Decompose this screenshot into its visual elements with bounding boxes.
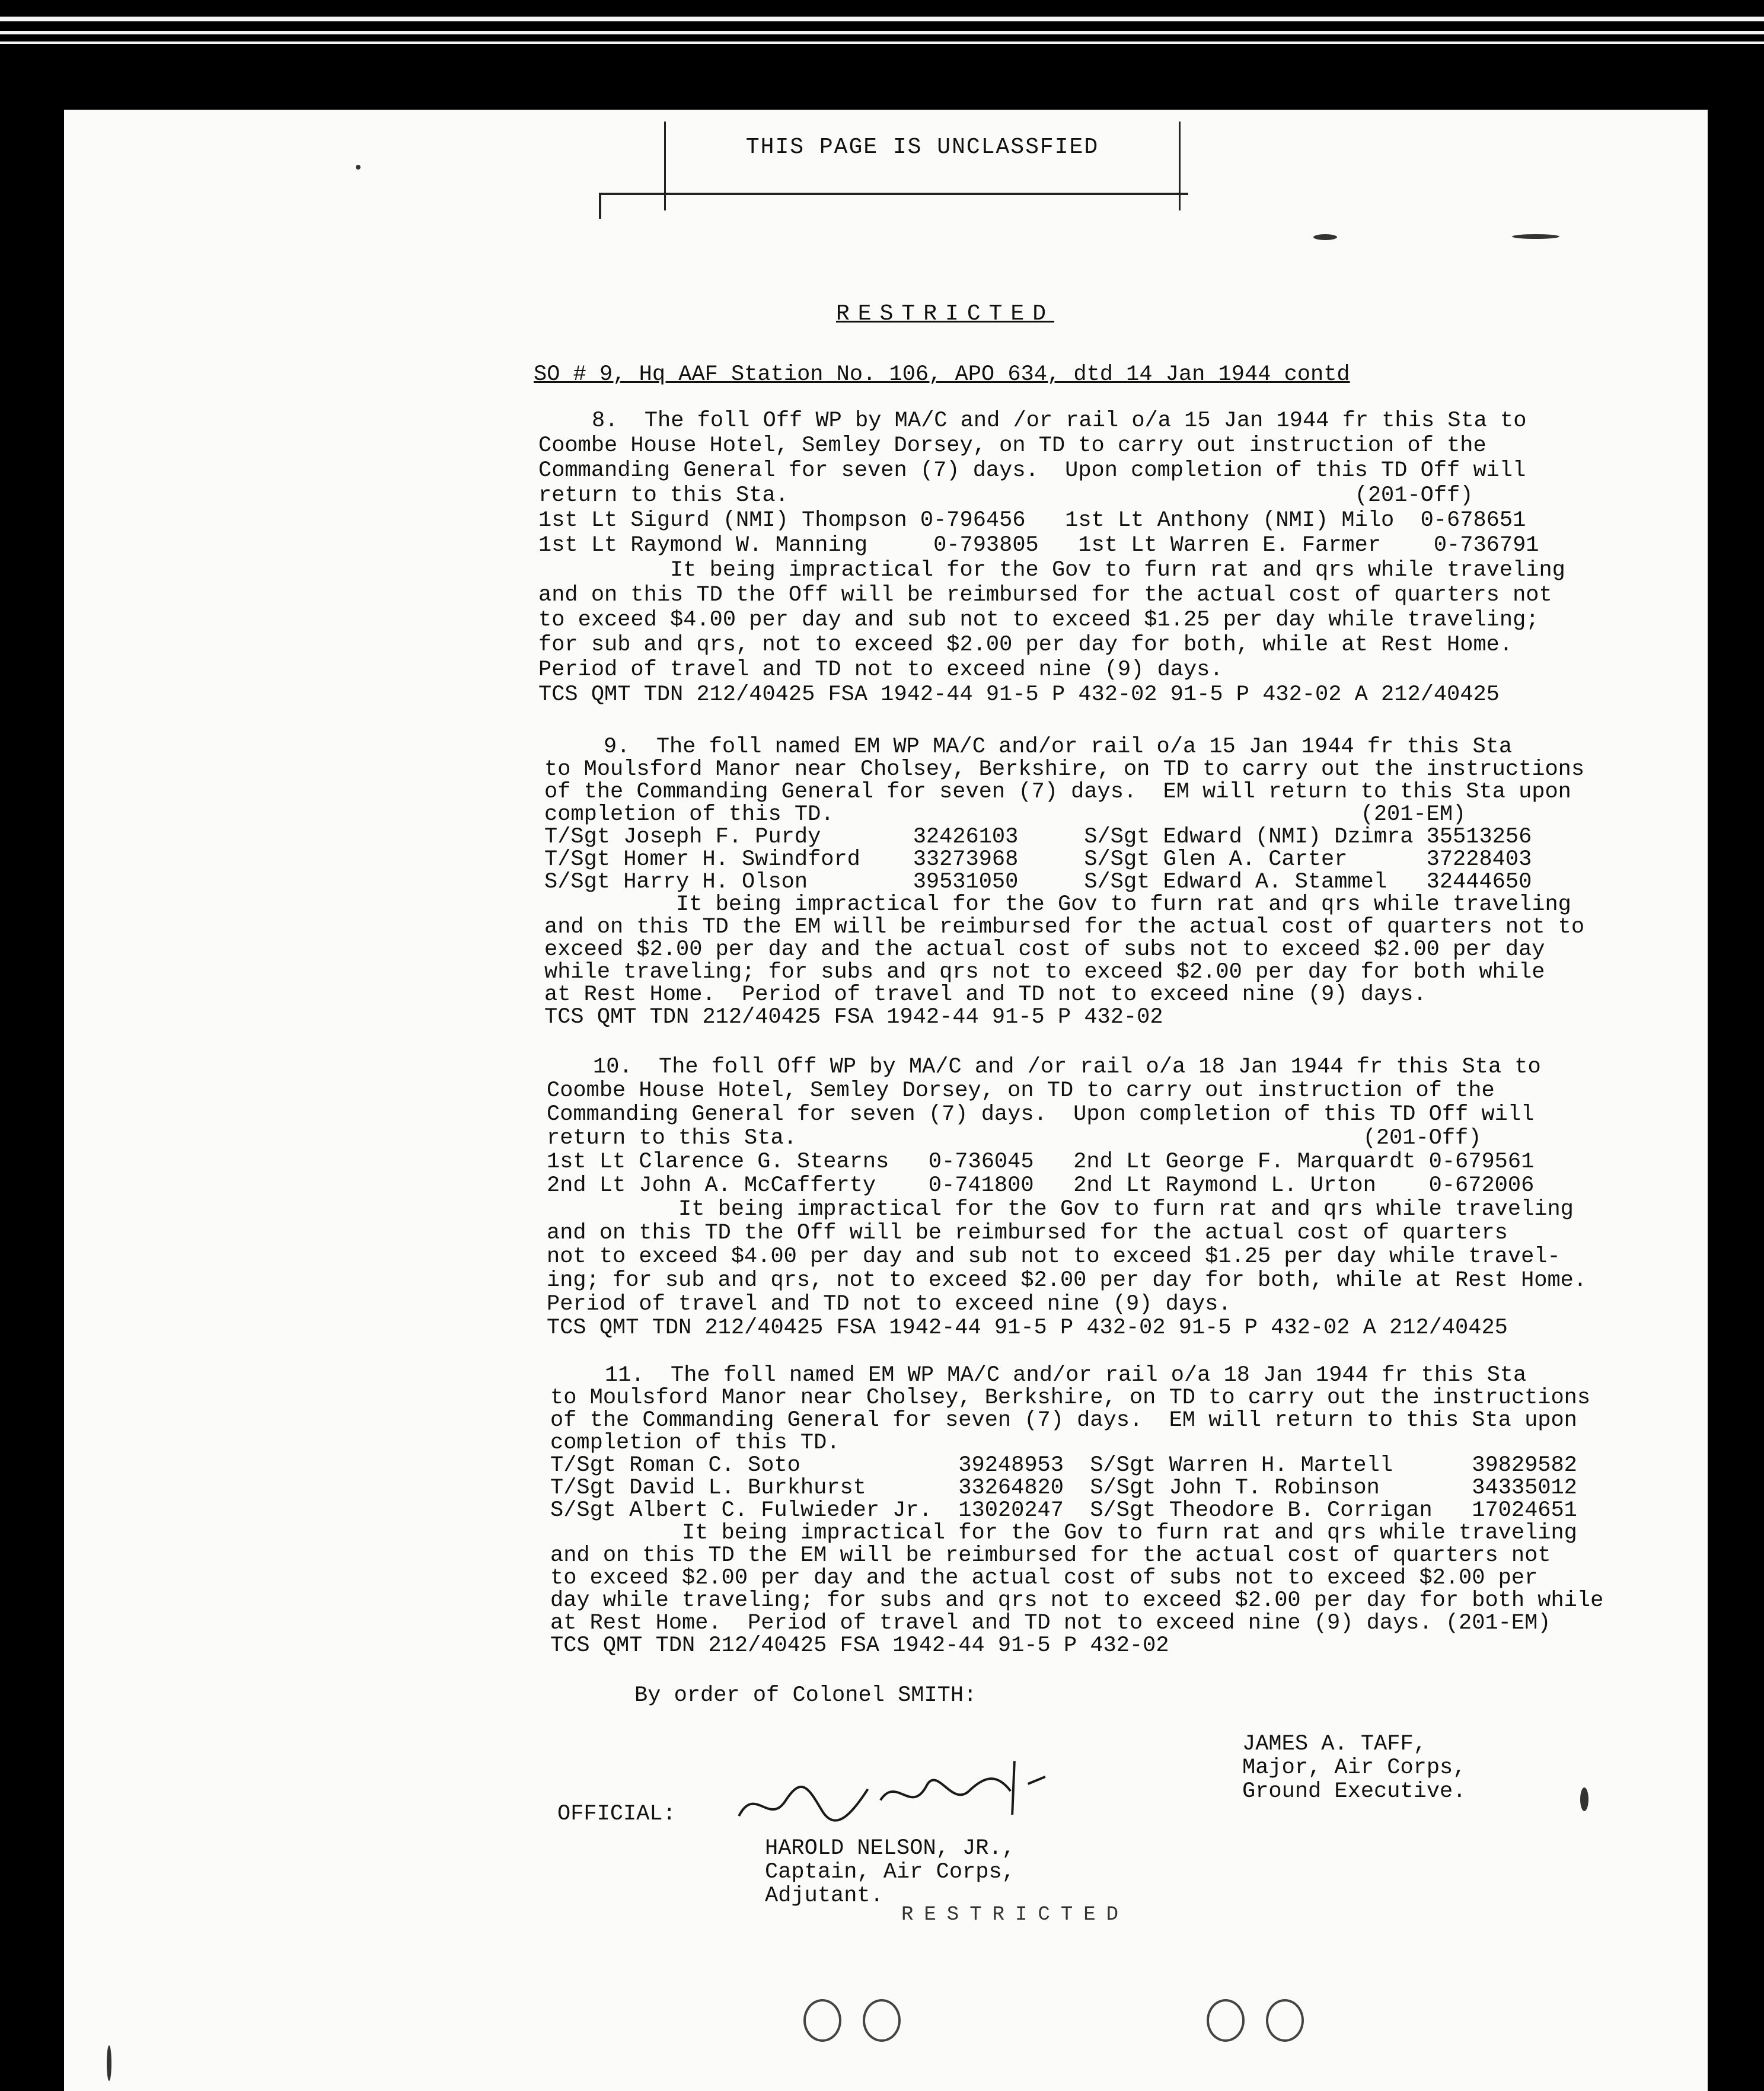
edge-line bbox=[0, 17, 1764, 21]
para-line: Period of travel and TD not to exceed nine (9) days. bbox=[538, 657, 1223, 682]
para-line: while traveling; for subs and qrs not to exceed $2.00 per day for both while bbox=[544, 960, 1545, 985]
para-line: 2nd Lt John A. McCafferty 0-741800 2nd Lt Raymond L. Urton 0-672006 bbox=[547, 1173, 1535, 1198]
para-line: 9. The foll named EM WP MA/C and/or rail o/a 15 Jan 1944 fr this Sta bbox=[604, 735, 1513, 759]
para-line: and on this TD the Off will be reimbursed for the actual cost of quarters not bbox=[538, 583, 1552, 608]
para-line: 1st Lt Raymond W. Manning 0-793805 1st Lt Warren E. Farmer 0-736791 bbox=[538, 533, 1539, 558]
stamp-text: THIS PAGE IS UNCLASSFIED bbox=[745, 135, 1099, 160]
para-line: to exceed $4.00 per day and sub not to exceed $1.25 per day while traveling; bbox=[538, 608, 1539, 633]
para-line: It being impractical for the Gov to furn rat and qrs while traveling bbox=[544, 892, 1571, 917]
official-name: HAROLD NELSON, JR., bbox=[765, 1836, 1015, 1861]
classification-header: RESTRICTED bbox=[836, 301, 1055, 327]
para-line: S/Sgt Harry H. Olson 39531050 S/Sgt Edward A. Stammel 32444650 bbox=[544, 870, 1532, 895]
official-label: OFFICIAL: bbox=[557, 1802, 676, 1827]
punch-hole bbox=[803, 1999, 841, 2042]
para-line: TCS QMT TDN 212/40425 FSA 1942-44 91-5 P 432-02 91-5 P 432-02 A 212/40425 bbox=[538, 682, 1500, 707]
para-line: T/Sgt David L. Burkhurst 33264820 S/Sgt John T. Robinson 34335012 bbox=[550, 1476, 1577, 1501]
para-line: T/Sgt Roman C. Soto 39248953 S/Sgt Warren H. Martell 39829582 bbox=[550, 1453, 1577, 1478]
official-title: Adjutant. bbox=[765, 1884, 883, 1908]
signer-title: Ground Executive. bbox=[1242, 1779, 1466, 1804]
para-line: S/Sgt Albert C. Fulwieder Jr. 13020247 S/Sgt Theodore B. Corrigan 17024651 bbox=[550, 1498, 1577, 1523]
para-line: T/Sgt Joseph F. Purdy 32426103 S/Sgt Edward (NMI) Dzimra 35513256 bbox=[544, 825, 1532, 850]
para-line: 10. The foll Off WP by MA/C and /or rail o/a 18 Jan 1944 fr this Sta to bbox=[593, 1055, 1541, 1080]
edge-line bbox=[0, 31, 1764, 34]
para-line: TCS QMT TDN 212/40425 FSA 1942-44 91-5 P 432-02 bbox=[550, 1633, 1169, 1658]
by-order-line: By order of Colonel SMITH: bbox=[634, 1683, 977, 1708]
para-line: Coombe House Hotel, Semley Dorsey, on TD to carry out instruction of the bbox=[547, 1078, 1495, 1103]
scan-speck bbox=[1580, 1787, 1588, 1811]
para-line: at Rest Home. Period of travel and TD not to exceed nine (9) days. bbox=[544, 982, 1427, 1007]
order-line: SO # 9, Hq AAF Station No. 106, APO 634, dtd 14 Jan 1944 contd bbox=[534, 362, 1350, 387]
punch-hole bbox=[1266, 1999, 1304, 2042]
para-line: to Moulsford Manor near Cholsey, Berkshire, on TD to carry out the instructions bbox=[550, 1386, 1591, 1410]
para-line: T/Sgt Homer H. Swindford 33273968 S/Sgt Glen A. Carter 37228403 bbox=[544, 847, 1532, 872]
para-line: at Rest Home. Period of travel and TD not to exceed nine (9) days. (201-EM) bbox=[550, 1611, 1551, 1636]
para-line: 8. The foll Off WP by MA/C and /or rail o/a 15 Jan 1944 fr this Sta to bbox=[592, 408, 1527, 433]
para-line: TCS QMT TDN 212/40425 FSA 1942-44 91-5 P 432-02 bbox=[544, 1005, 1163, 1030]
edge-line bbox=[0, 41, 1764, 44]
para-line: for sub and qrs, not to exceed $2.00 per day for both, while at Rest Home. bbox=[538, 633, 1513, 657]
para-line: exceed $2.00 per day and the actual cost of subs not to exceed $2.00 per day bbox=[544, 937, 1545, 962]
para-line: 11. The foll named EM WP MA/C and/or rail o/a 18 Jan 1944 fr this Sta bbox=[605, 1363, 1527, 1388]
para-line: Coombe House Hotel, Semley Dorsey, on TD to carry out instruction of the bbox=[538, 433, 1487, 458]
para-line: return to this Sta. (201-Off) bbox=[547, 1126, 1482, 1151]
para-line: Commanding General for seven (7) days. Upon completion of this TD Off will bbox=[538, 458, 1526, 483]
para-line: not to exceed $4.00 per day and sub not to exceed $1.25 per day while travel- bbox=[547, 1244, 1561, 1269]
para-line: of the Commanding General for seven (7) days. EM will return to this Sta upon bbox=[544, 780, 1571, 805]
para-line: of the Commanding General for seven (7) days. EM will return to this Sta upon bbox=[550, 1408, 1577, 1433]
para-line: ing; for sub and qrs, not to exceed $2.00 per day for both, while at Rest Home. bbox=[547, 1268, 1587, 1293]
official-rank: Captain, Air Corps, bbox=[765, 1860, 1015, 1885]
para-line: It being impractical for the Gov to furn rat and qrs while traveling bbox=[550, 1521, 1577, 1546]
para-line: It being impractical for the Gov to furn rat and qrs while traveling bbox=[547, 1197, 1574, 1222]
para-line: It being impractical for the Gov to furn rat and qrs while traveling bbox=[538, 558, 1565, 583]
para-line: completion of this TD. bbox=[550, 1431, 840, 1455]
para-line: Period of travel and TD not to exceed nine (9) days. bbox=[547, 1292, 1232, 1317]
signer-name: JAMES A. TAFF, bbox=[1242, 1732, 1427, 1757]
para-line: and on this TD the EM will be reimbursed for the actual cost of quarters not bbox=[550, 1543, 1551, 1568]
classification-footer: RESTRICTED bbox=[901, 1904, 1130, 1926]
para-line: to Moulsford Manor near Cholsey, Berkshire, on TD to carry out the instructions bbox=[544, 757, 1585, 782]
para-line: to exceed $2.00 per day and the actual cost of subs not to exceed $2.00 per bbox=[550, 1566, 1538, 1591]
scan-speck bbox=[1313, 234, 1337, 240]
para-line: day while traveling; for subs and qrs not to exceed $2.00 per day for both while bbox=[550, 1588, 1604, 1613]
para-line: Commanding General for seven (7) days. Upon completion of this TD Off will bbox=[547, 1102, 1535, 1127]
para-line: completion of this TD. (201-EM) bbox=[544, 802, 1466, 827]
punch-hole bbox=[863, 1999, 901, 2042]
punch-hole bbox=[1207, 1999, 1245, 2042]
para-line: and on this TD the Off will be reimbursed for the actual cost of quarters bbox=[547, 1221, 1508, 1246]
scan-speck bbox=[107, 2045, 111, 2081]
para-line: and on this TD the EM will be reimbursed for the actual cost of quarters not to bbox=[544, 915, 1585, 940]
signer-rank: Major, Air Corps, bbox=[1242, 1755, 1466, 1780]
para-line: 1st Lt Clarence G. Stearns 0-736045 2nd Lt George F. Marquardt 0-679561 bbox=[547, 1150, 1535, 1174]
para-line: TCS QMT TDN 212/40425 FSA 1942-44 91-5 P 432-02 91-5 P 432-02 A 212/40425 bbox=[547, 1316, 1508, 1340]
stamp-bracket bbox=[599, 193, 1188, 219]
scan-speck bbox=[1512, 234, 1559, 239]
scan-speck bbox=[356, 165, 361, 170]
para-line: 1st Lt Sigurd (NMI) Thompson 0-796456 1st Lt Anthony (NMI) Milo 0-678651 bbox=[538, 508, 1526, 533]
para-line: return to this Sta. (201-Off) bbox=[538, 483, 1473, 508]
